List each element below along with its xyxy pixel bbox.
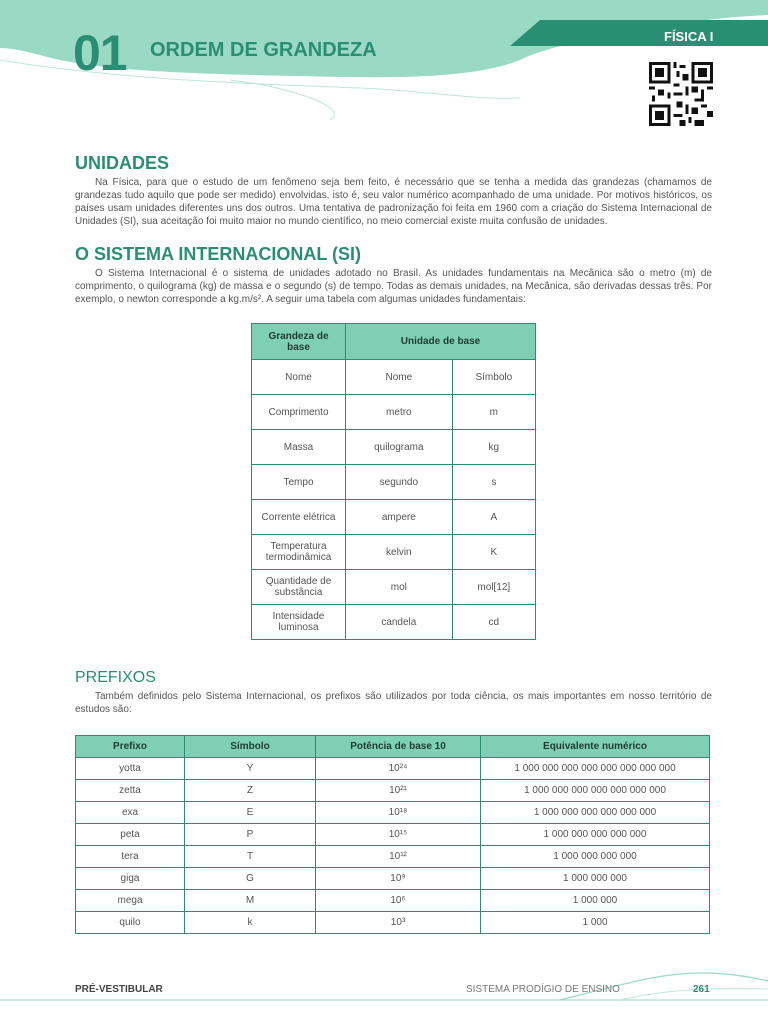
table-cell: tera [76,846,185,868]
table-cell: K [452,535,535,570]
table-cell: candela [346,605,453,640]
table-cell: 1 000 000 [481,890,710,912]
table-row [252,395,536,430]
si-header-unit: Unidade de base [346,324,536,360]
table-cell: 10⁶ [316,890,481,912]
table-cell: Y [185,758,316,780]
table-cell: Nome [346,360,453,395]
prefix-header: Prefixo [76,736,185,758]
table-row [252,360,536,395]
table-row [252,465,536,500]
table-cell: P [185,824,316,846]
table-row [252,570,536,605]
table-row [76,846,710,868]
table-cell: metro [346,395,453,430]
table-cell: T [185,846,316,868]
table-row [252,535,536,570]
table-cell: giga [76,868,185,890]
table-row [76,890,710,912]
table-cell: mega [76,890,185,912]
section-title-si: O SISTEMA INTERNACIONAL (SI) [75,244,362,264]
paragraph-prefixes: Também definidos pelo Sistema Internacional, os prefixos são utilizados por toda ciência, os mais importantes em nosso território de estudos são: [75,691,712,715]
table-cell: Tempo [252,465,346,500]
table-row [76,758,710,780]
table-row [76,802,710,824]
table-cell: 1 000 000 000 000 [481,846,710,868]
si-header-quantity: Grandeza de base [252,324,346,360]
page-number: 261 [693,984,710,995]
table-cell: 10²¹ [316,780,481,802]
table-cell: Intensidade luminosa [252,605,346,640]
table-cell: Nome [252,360,346,395]
table-cell: A [452,500,535,535]
table-cell: quilograma [346,430,453,465]
section-title-units: UNIDADES [75,153,170,173]
footer-course: PRÉ-VESTIBULAR [75,984,163,995]
table-cell: peta [76,824,185,846]
table-cell: 10⁹ [316,868,481,890]
table-cell: cd [452,605,535,640]
prefix-header: Símbolo [185,736,316,758]
table-cell: Z [185,780,316,802]
table-cell: G [185,868,316,890]
table-row [76,912,710,934]
table-cell: m [452,395,535,430]
table-cell: kg [452,430,535,465]
table-cell: Quantidade de substância [252,570,346,605]
table-cell: s [452,465,535,500]
footer-publisher: SISTEMA PRODÍGIO DE ENSINO [466,984,620,995]
table-cell: zetta [76,780,185,802]
table-cell: ampere [346,500,453,535]
table-cell: segundo [346,465,453,500]
table-cell: 10²⁴ [316,758,481,780]
table-cell: 10¹⁸ [316,802,481,824]
table-cell: 10¹⁵ [316,824,481,846]
prefix-header: Equivalente numérico [481,736,710,758]
table-cell: k [185,912,316,934]
table-cell: 1 000 000 000 000 000 000 000 000 [481,758,710,780]
si-units-table [251,323,536,640]
table-cell: Temperatura termodinâmica [252,535,346,570]
table-row [76,824,710,846]
table-cell: M [185,890,316,912]
paragraph-si: O Sistema Internacional é o sistema de unidades adotado no Brasil. As unidades fundamentais na Mecânica são o metro (m) de comprimento, o quilograma (kg) de massa e o segundo (s) de tempo. Todas as demais unidades, na Mecânica, são derivadas dessas três. Por exemplo, o newton corresponde a kg.m/s². A seguir uma tabela com algumas unidades fundamentais: [75,268,712,305]
table-cell: 1 000 000 000 000 000 000 [481,802,710,824]
table-cell: 10¹² [316,846,481,868]
table-cell: quilo [76,912,185,934]
table-row [76,780,710,802]
table-cell: Corrente elétrica [252,500,346,535]
table-row [252,500,536,535]
table-cell: Comprimento [252,395,346,430]
table-cell: kelvin [346,535,453,570]
prefix-table-header-row [76,736,710,758]
table-cell: Massa [252,430,346,465]
subject-tag: FÍSICA I [664,29,714,44]
table-cell: E [185,802,316,824]
table-cell: exa [76,802,185,824]
table-row [252,430,536,465]
table-cell: 1 000 [481,912,710,934]
table-cell: 1 000 000 000 000 000 000 000 [481,780,710,802]
table-cell: 1 000 000 000 000 000 [481,824,710,846]
table-cell: mol[12] [452,570,535,605]
table-cell: 10³ [316,912,481,934]
paragraph-units: Na Física, para que o estudo de um fenômeno seja bem feito, é necessário que se tenha a medida das grandezas (chamamos de grandezas tudo aquilo que pode ser medido) envolvidas, isto é, seu valor numérico acompanhado de uma unidade. Por motivos históricos, os países usam unidades diferentes uns dos outros. Uma tentativa de padronização foi feita em 1960 com a criação do Sistema Internacional de Unidades (SI), sua aceitação foi muito maior no mundo científico, no meio comercial existe muita confusão de unidades. [75,177,712,227]
chapter-number: 01 [73,25,127,81]
table-cell: 1 000 000 000 [481,868,710,890]
prefix-header: Potência de base 10 [316,736,481,758]
qr-code-icon[interactable] [649,62,713,126]
table-row [76,868,710,890]
prefix-table [75,735,710,934]
section-title-prefixes: PREFIXOS [75,669,156,686]
si-table-header-row [252,324,536,360]
table-row [252,605,536,640]
table-cell: mol [346,570,453,605]
table-cell: yotta [76,758,185,780]
table-cell: Símbolo [452,360,535,395]
chapter-title: ORDEM DE GRANDEZA [150,39,377,61]
